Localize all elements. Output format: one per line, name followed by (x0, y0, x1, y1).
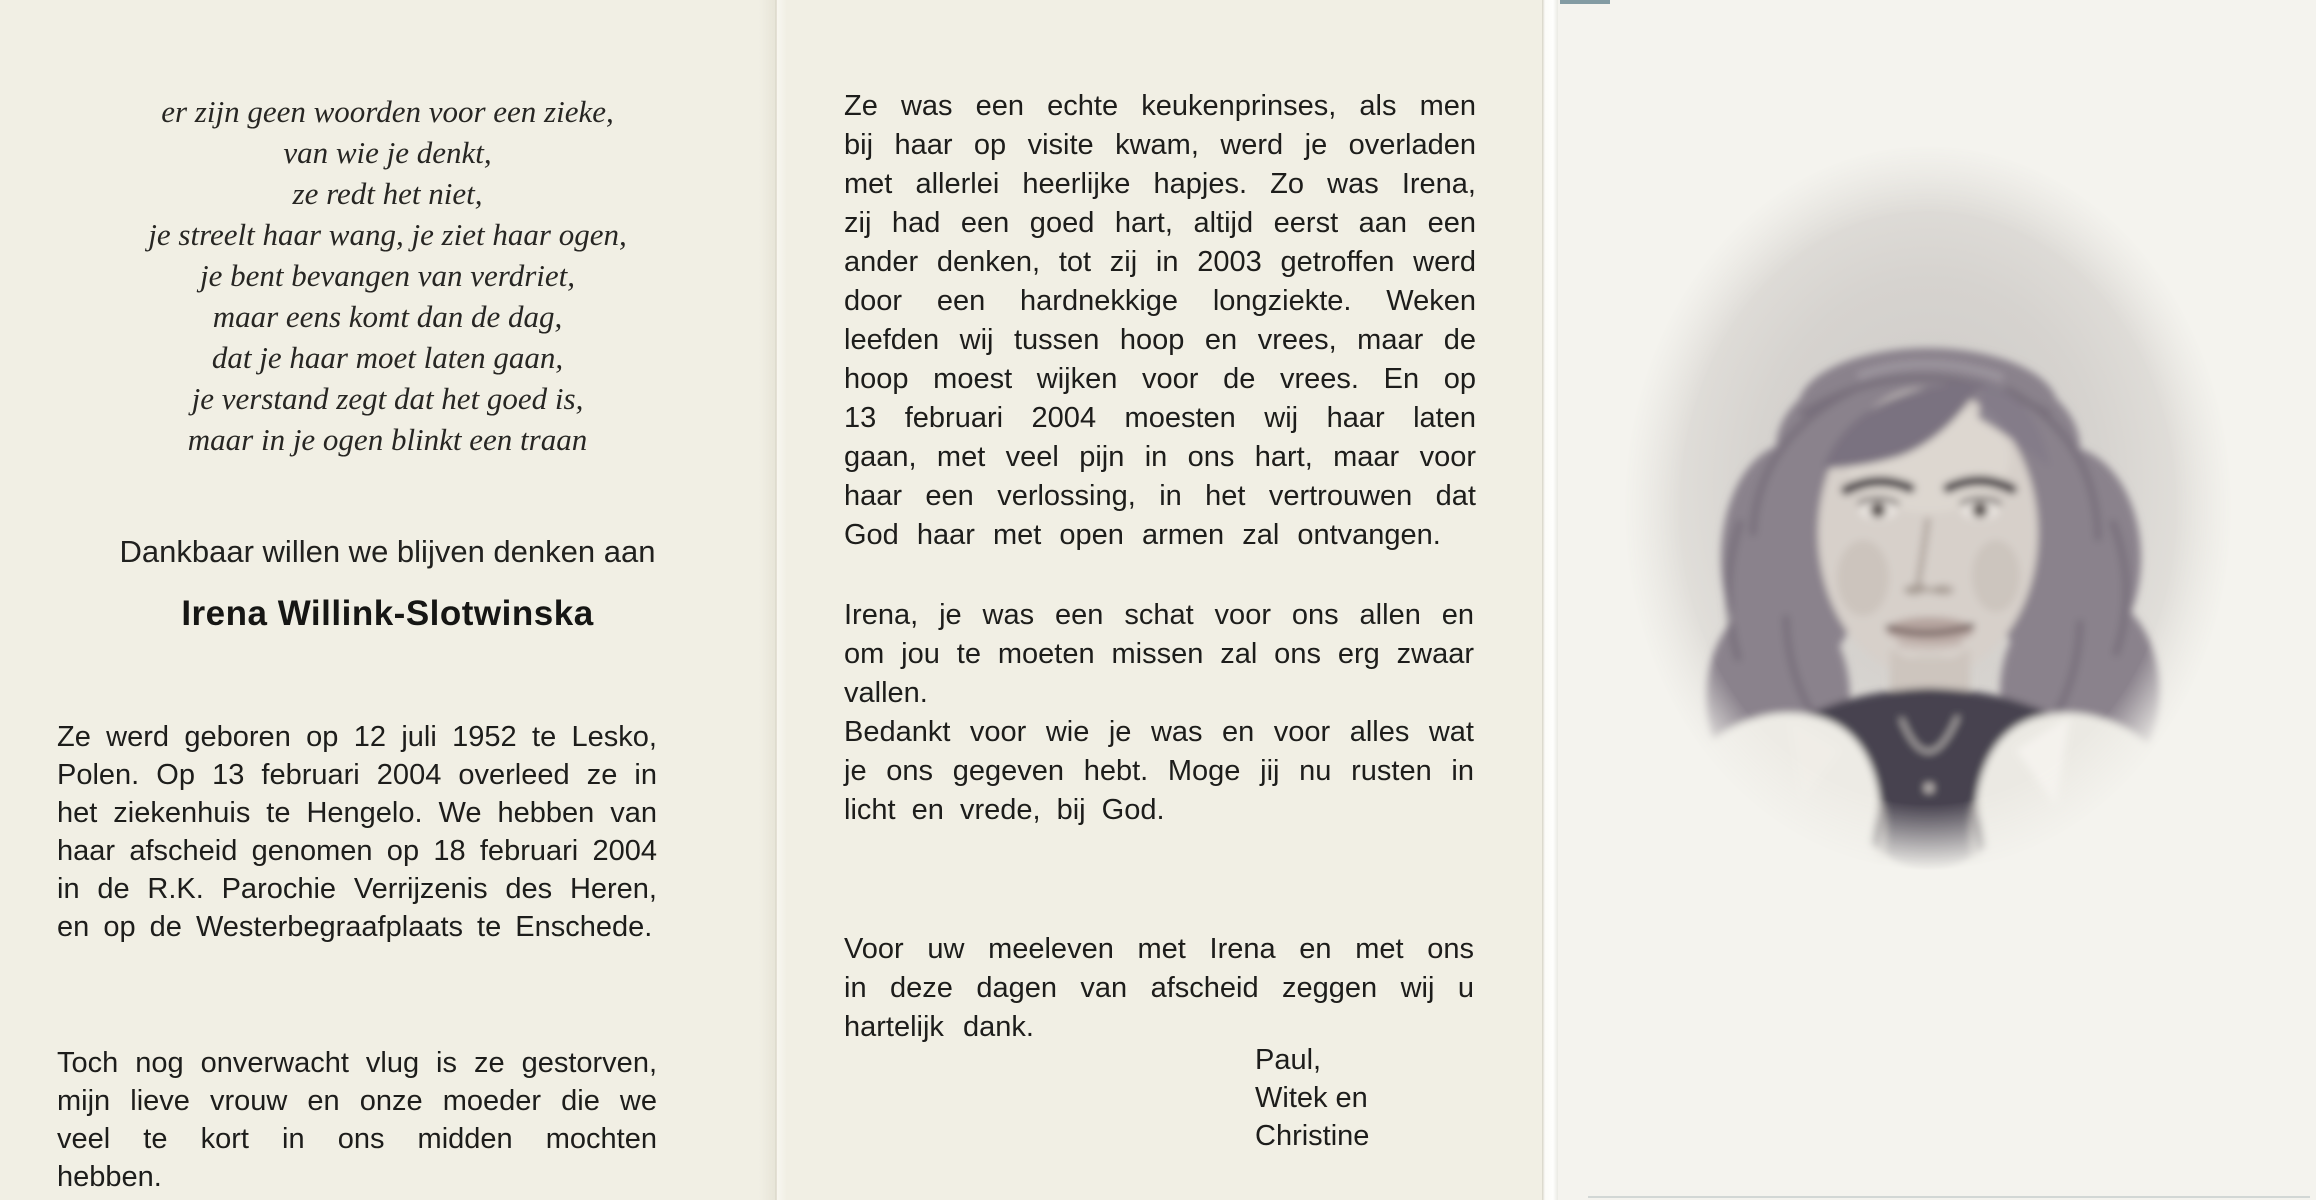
middle-panel (777, 0, 1542, 1200)
remembrance-intro: Dankbaar willen we blijven denken aan (119, 534, 656, 569)
farewell-paragraph: Irena, je was een schat voor ons allen en om jou te moeten missen zal ons erg zwaar vallen. (844, 599, 1474, 709)
deceased-name: Irena Willink-Slotwinska (181, 594, 594, 633)
signature-line: Paul, (1255, 1044, 1322, 1076)
left-panel (0, 0, 775, 1200)
farewell-paragraphs (844, 596, 1474, 830)
thanks-paragraph: Voor uw meeleven met Irena en met ons in deze dagen van afscheid zeggen wij u hartelijk dank. (844, 933, 1474, 1043)
poem-line: er zijn geen woorden voor een zieke, (161, 94, 614, 129)
poem-line: je streelt haar wang, je ziet haar ogen, (148, 217, 627, 252)
card-bottom-edge (1588, 1196, 2310, 1198)
photo-panel (1558, 0, 2316, 1200)
signature-line: Christine (1255, 1120, 1370, 1152)
portrait-photo (1618, 138, 2238, 878)
poem-line: van wie je denkt, (283, 135, 492, 170)
tribute-paragraph: Toch nog onverwacht vlug is ze gestorven, mijn lieve vrouw en onze moeder die we veel te kort in ons midden mochten hebben. (57, 1047, 657, 1193)
scan-edge-artifact (1560, 0, 1610, 4)
poem-line: dat je haar moet laten gaan, (211, 340, 564, 375)
card-gap (1542, 0, 1558, 1200)
signature-line: Witek en (1255, 1082, 1368, 1114)
poem-line: maar in je ogen blinkt een traan (187, 422, 588, 457)
poem-line: ze redt het niet, (292, 176, 483, 211)
family-signature (1255, 1041, 1369, 1155)
poem-line: je bent bevangen van verdriet, (199, 258, 575, 293)
poem-line: je verstand zegt dat het goed is, (191, 381, 584, 416)
memorial-poem (0, 91, 775, 460)
biography-paragraph: Ze werd geboren op 12 juli 1952 te Lesko, Polen. Op 13 februari 2004 overleed ze in het ziekenhuis te Hengelo. We hebben van haar afscheid genomen op 18 februari 2004 in de R.K. Parochie Verrijzenis des Heren, en op de Westerbegraafplaats te Enschede. (57, 721, 657, 943)
poem-line: maar eens komt dan de dag, (212, 299, 563, 334)
gratitude-paragraph: Bedankt voor wie je was en voor alles wat je ons gegeven hebt. Moge jij nu rusten in licht en vrede, bij God. (844, 716, 1474, 826)
memories-paragraph: Ze was een echte keukenprinses, als men bij haar op visite kwam, werd je overladen met allerlei heerlijke hapjes. Zo was Irena, zij had een goed hart, altijd eerst aan een ander denken, tot zij in 2003 getroffen werd door een hardnekkige longziekte. Weken leefden wij tussen hoop en vrees, maar de hoop moest wijken voor de vrees. En op 13 februari 2004 moesten wij haar laten gaan, met veel pijn in ons hart, maar voor haar een verlossing, in het vertrouwen dat God haar met open armen zal ontvangen. (844, 90, 1476, 551)
